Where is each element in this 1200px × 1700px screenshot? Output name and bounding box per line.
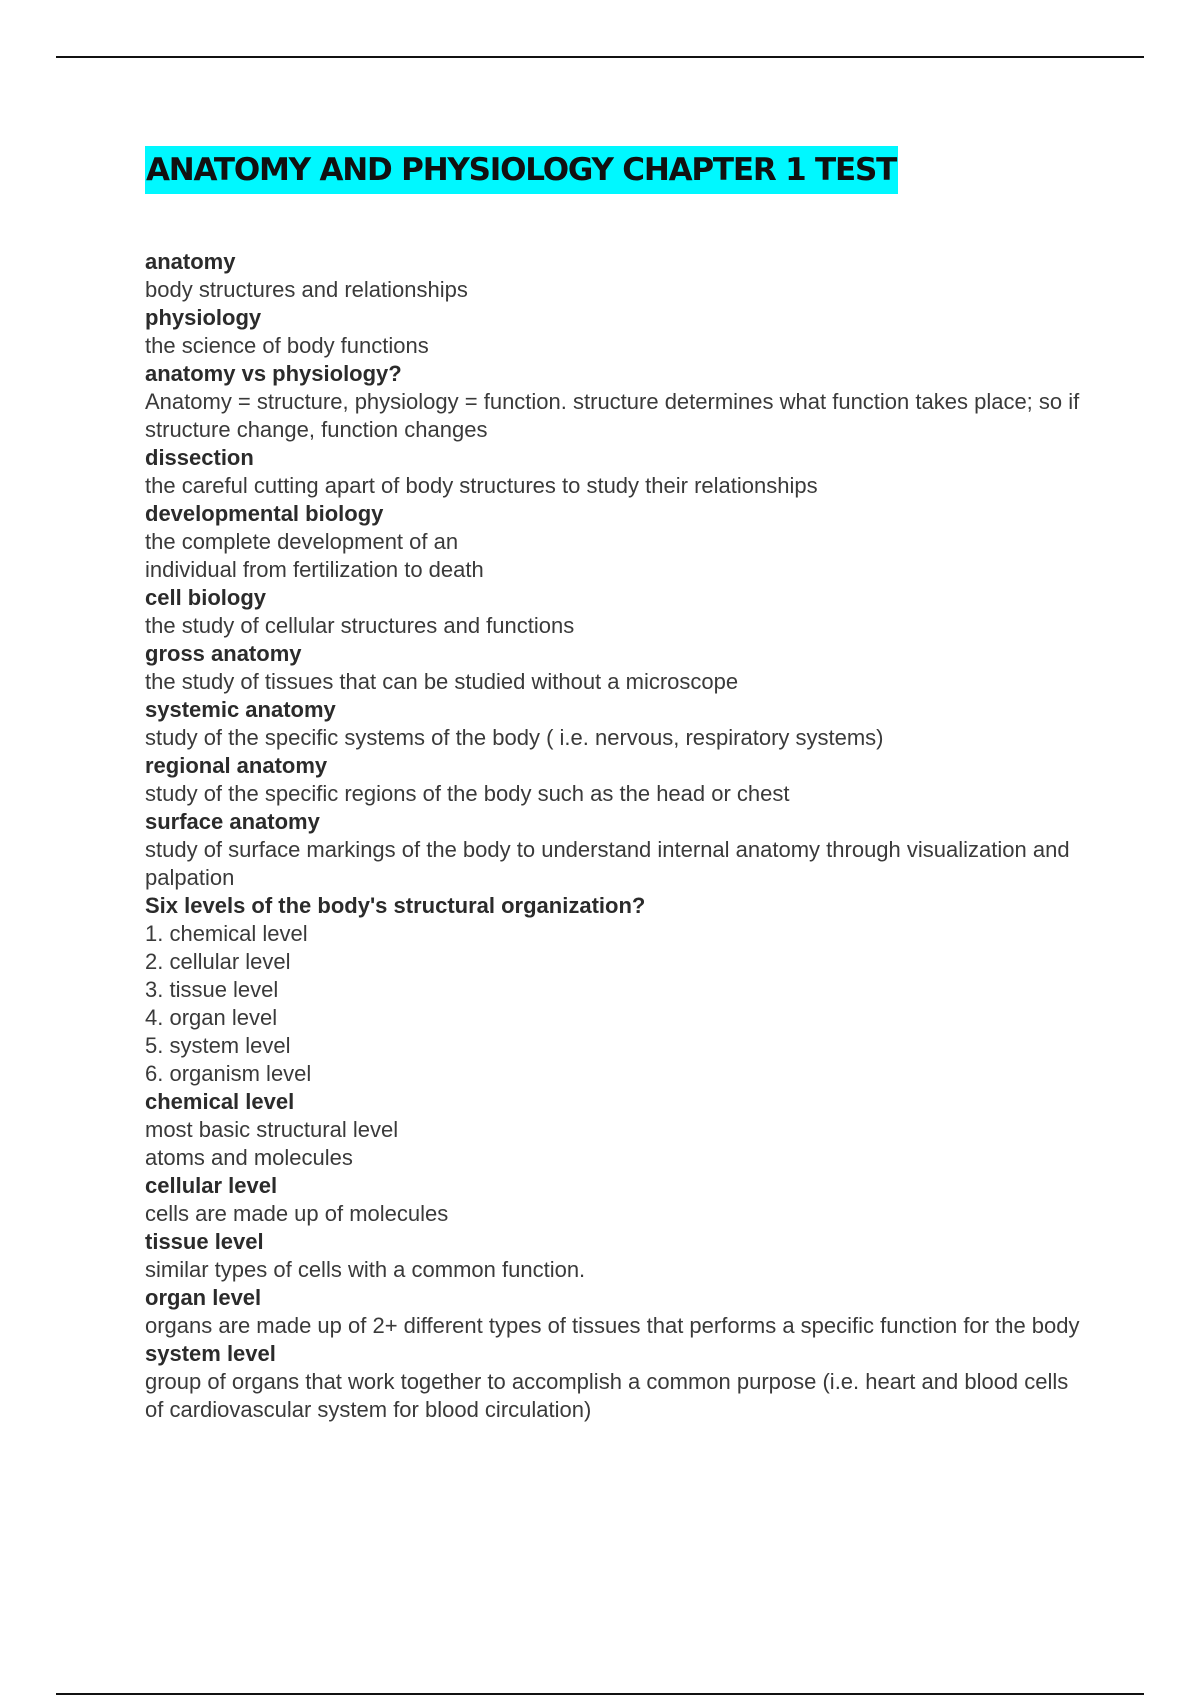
definition-text: the study of tissues that can be studied without a microscope [145, 669, 739, 694]
definition-text: atoms and molecules [145, 1145, 353, 1170]
entry-chemical-level [145, 1088, 1085, 1172]
term-heading: systemic anatomy [145, 697, 336, 722]
top-rule [56, 56, 1144, 58]
list-item: 2. cellular level [145, 949, 291, 974]
term-heading: surface anatomy [145, 809, 320, 834]
definition-text: the science of body functions [145, 333, 429, 358]
definition-text: Anatomy = structure, physiology = function. structure determines what function takes place; so if structure change, function changes [145, 389, 1080, 442]
definition-text: most basic structural level [145, 1117, 399, 1142]
definition-text: the careful cutting apart of body structures to study their relationships [145, 473, 818, 498]
entry-tissue-level [145, 1228, 1085, 1284]
entry-six-levels [145, 892, 1085, 1088]
term-heading: Six levels of the body's structural organization? [145, 893, 646, 918]
term-heading: physiology [145, 305, 262, 330]
entry-physiology [145, 304, 1085, 360]
entry-anatomy [145, 248, 1085, 304]
title-block [145, 146, 898, 194]
definition-text: cells are made up of molecules [145, 1201, 449, 1226]
entry-cellular-level [145, 1172, 1085, 1228]
term-heading: developmental biology [145, 501, 384, 526]
term-heading: gross anatomy [145, 641, 302, 666]
definition-text: the complete development of an [145, 529, 459, 554]
entry-organ-level [145, 1284, 1085, 1340]
entry-surface-anatomy [145, 808, 1085, 892]
entry-anatomy-vs-physiology [145, 360, 1085, 444]
definition-text: study of surface markings of the body to understand internal anatomy through visualization and palpation [145, 837, 1070, 890]
entry-systemic-anatomy [145, 696, 1085, 752]
term-heading: anatomy vs physiology? [145, 361, 402, 386]
definition-text: the study of cellular structures and functions [145, 613, 575, 638]
term-heading: anatomy [145, 249, 236, 274]
term-heading: regional anatomy [145, 753, 328, 778]
term-heading: chemical level [145, 1089, 295, 1114]
entry-developmental-biology [145, 500, 1085, 584]
entry-gross-anatomy [145, 640, 1085, 696]
definition-text: group of organs that work together to accomplish a common purpose (i.e. heart and blood cells of cardiovascular system for blood circulation) [145, 1369, 1069, 1422]
definition-text: study of the specific regions of the body such as the head or chest [145, 781, 790, 806]
term-heading: cellular level [145, 1173, 278, 1198]
bottom-rule [56, 1693, 1144, 1695]
term-list [145, 248, 1085, 1424]
entry-dissection [145, 444, 1085, 500]
term-heading: cell biology [145, 585, 267, 610]
definition-text: similar types of cells with a common function. [145, 1257, 586, 1282]
term-heading: organ level [145, 1285, 262, 1310]
list-item: 6. organism level [145, 1061, 312, 1086]
list-item: 1. chemical level [145, 921, 308, 946]
entry-system-level [145, 1340, 1085, 1424]
term-heading: dissection [145, 445, 254, 470]
list-item: 3. tissue level [145, 977, 279, 1002]
entry-cell-biology [145, 584, 1085, 640]
definition-text: body structures and relationships [145, 277, 468, 302]
list-item: 5. system level [145, 1033, 291, 1058]
term-heading: tissue level [145, 1229, 264, 1254]
list-item: 4. organ level [145, 1005, 278, 1030]
entry-regional-anatomy [145, 752, 1085, 808]
definition-text: individual from fertilization to death [145, 557, 484, 582]
page-title: ANATOMY AND PHYSIOLOGY CHAPTER 1 TEST [145, 146, 898, 194]
term-heading: system level [145, 1341, 276, 1366]
definition-text: organs are made up of 2+ different types of tissues that performs a specific function for the body [145, 1313, 1080, 1338]
definition-text: study of the specific systems of the body ( i.e. nervous, respiratory systems) [145, 725, 884, 750]
